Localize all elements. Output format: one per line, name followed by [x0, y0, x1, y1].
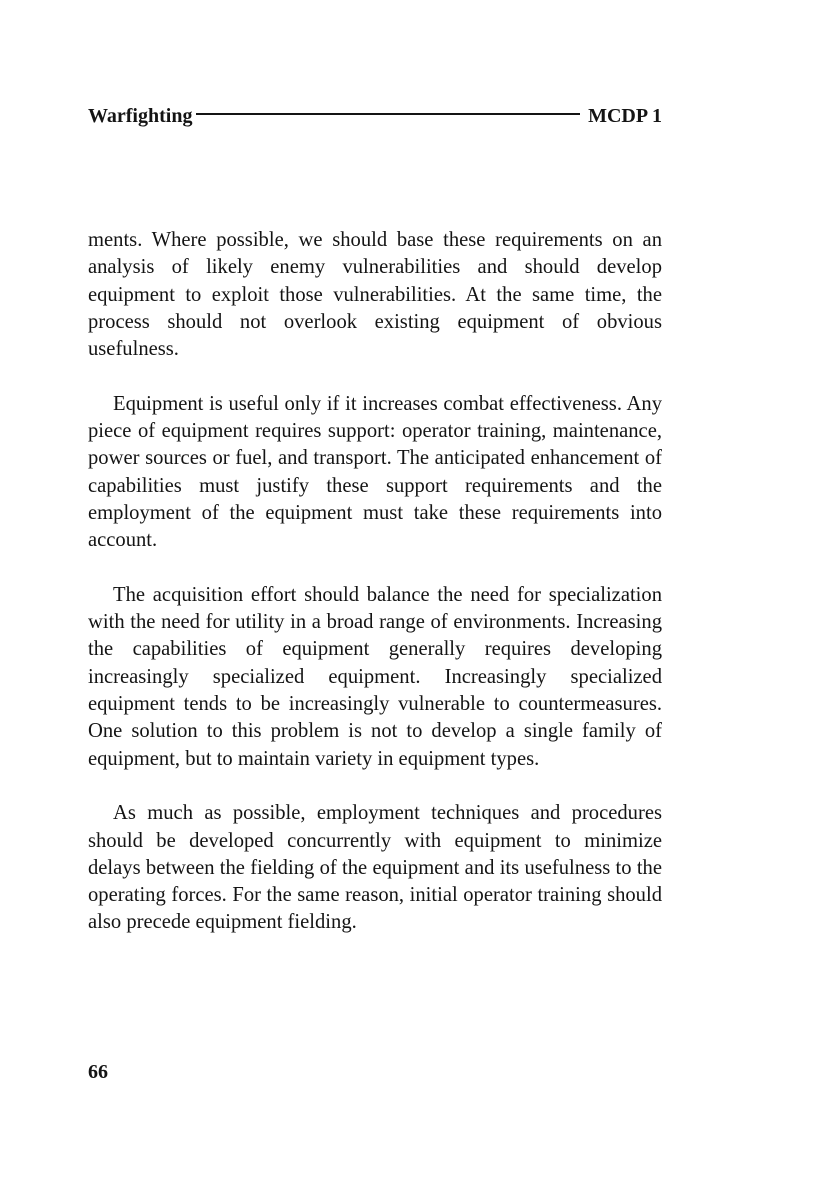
header-rule	[196, 113, 580, 115]
page-number: 66	[88, 1061, 108, 1083]
header-publication-number: MCDP 1	[588, 104, 662, 127]
body-text	[88, 227, 662, 964]
paragraph-equipment-usefulness: Equipment is useful only if it increases combat effectiveness. Any piece of equipment requires support: operator training, maintenance, power sources or fuel, and transport. The anticipated enhancement of capabilities must justify these support requirements and the employment of the equipment must take these requirements into account.	[88, 392, 662, 552]
header-book-title: Warfighting	[88, 104, 193, 127]
paragraph-acquisition-balance: The acquisition effort should balance the need for specialization with the need for utility in a broad range of environments. Increasing the capabilities of equipment generally requires developing increasingly specialized equipment. Increasingly specialized equipment tends to be increasingly vulnerable to countermeasures. One solution to this problem is not to develop a single family of equipment, but to maintain variety in equipment types.	[88, 583, 662, 770]
paragraph-continued: ments. Where possible, we should base these requirements on an analysis of likely enemy vulnerabilities and should develop equipment to exploit those vulnerabilities. At the same time, the process should not overlook existing equipment of obvious usefulness.	[88, 229, 662, 361]
paragraph-employment-techniques: As much as possible, employment techniques and procedures should be developed concurrently with equipment to minimize delays between the fielding of the equipment and its usefulness to the operating forces. For the same reason, initial operator training should also precede equipment fielding.	[88, 802, 662, 934]
running-header	[88, 101, 662, 131]
